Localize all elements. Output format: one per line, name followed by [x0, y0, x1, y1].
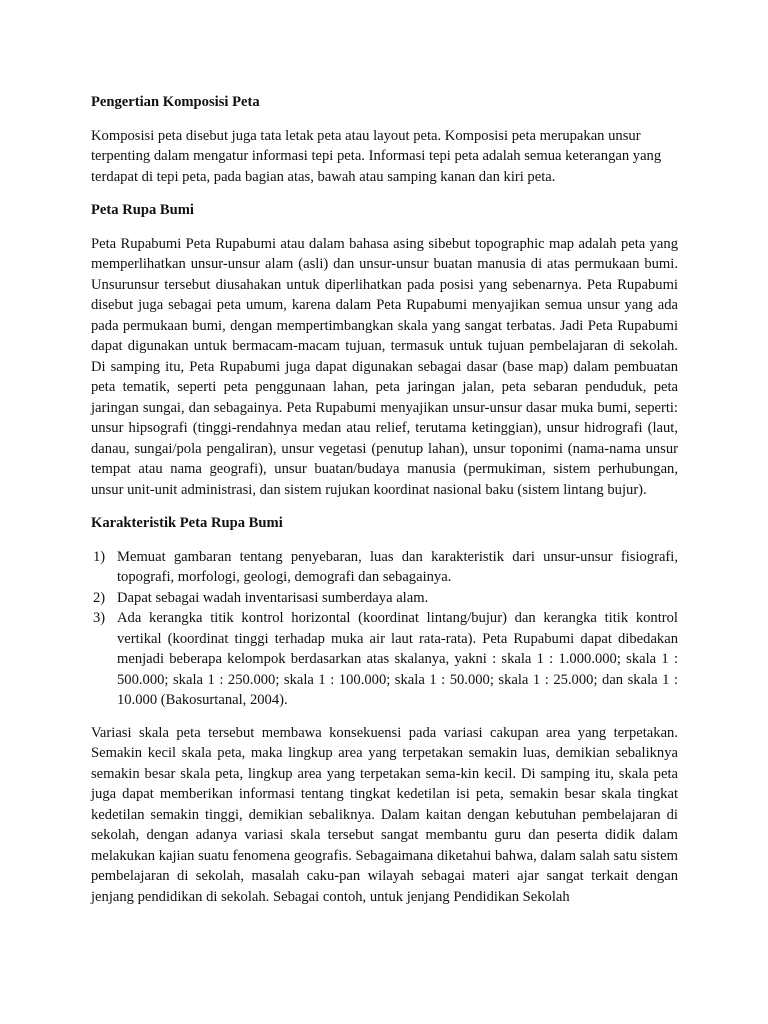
list-item-number: 2) [93, 589, 106, 606]
list-item-number: 3) [93, 610, 106, 626]
list-item-text: Memuat gambaran tentang penyebaran, luas dan karakteristik dari unsur-unsur fisiografi, topografi, morfologi, geologi, demografi dan sebagainya. [117, 548, 678, 585]
section-title-komposisi: Pengertian Komposisi Peta [91, 94, 260, 110]
list-item [91, 588, 678, 609]
list-item-number: 1) [93, 548, 106, 565]
karakteristik-list [91, 547, 678, 711]
section-title-karakteristik: Karakteristik Peta Rupa Bumi [91, 515, 283, 531]
list-item-text: Dapat sebagai wadah inventarisasi sumberdaya alam. [117, 589, 429, 606]
paragraph-komposisi: Komposisi peta disebut juga tata letak peta atau layout peta. Komposisi peta merupakan unsur terpenting dalam mengatur informasi tepi peta. Informasi tepi peta adalah semua keterangan yang terdapat di tepi peta, pada bagian atas, bawah atau samping kanan dan kiri peta. [91, 127, 662, 185]
list-item-text: Ada kerangka titik kontrol horizontal (koordinat lintang/bujur) dan kerangka titik kontrol vertikal (koordinat tinggi terhadap muka air laut rata-rata). Peta Rupabumi dapat dibedakan menjadi beberapa kelompok berdasarkan atas skalanya, yakni : skala 1 : 1.000.000; skala 1 : 500.000; skala 1 : 250.000; skala 1 : 100.000; skala 1 : 50.000; skala 1 : 25.000; dan skala 1 : 10.000 (Bakosurtanal, 2004). [117, 610, 678, 708]
paragraph-peta-rupabumi: Peta Rupabumi Peta Rupabumi atau dalam bahasa asing sibebut topographic map adalah peta yang memperlihatkan unsur-unsur alam (asli) dan unsur-unsur buatan manusia di atas permukaan bumi. Unsurunsur tersebut diusahakan untuk diperlihatkan pada posisi yang sebenarnya. Peta Rupabumi disebut juga sebagai peta umum, karena dalam Peta Rupabumi menyajikan semua unsur yang ada pada permukaan bumi, dengan mempertimbangkan skala yang sangat terbatas. Jadi Peta Rupabumi dapat digunakan untuk bermacam-macam tujuan, termasuk untuk tujuan pembelajaran di sekolah. Di samping itu, Peta Rupabumi juga dapat digunakan sebagai dasar (base map) dalam pembuatan peta tematik, seperti peta penggunaan lahan, peta jaringan jalan, peta sebaran penduduk, peta jaringan sungai, dan sebagainya. Peta Rupabumi menyajikan unsur-unsur dasar muka bumi, seperti: unsur hipsografi (tinggi-rendahnya medan atau relief, terutama ketinggian), unsur hidrografi (laut, danau, sungai/pola pengaliran), unsur vegetasi (penutup lahan), unsur toponimi (nama-nama unsur tempat atau nama geografi), unsur buatan/budaya manusia (permukiman, sistem perhubungan, unsur unit-unit administrasi, dan sistem rujukan koordinat nasional baku (sistem lintang bujur). [91, 235, 678, 498]
list-item [91, 547, 678, 588]
list-item [91, 608, 678, 711]
section-title-peta-rupa-bumi: Peta Rupa Bumi [91, 202, 194, 218]
document-page [91, 92, 678, 920]
paragraph-variasi-skala: Variasi skala peta tersebut membawa konsekuensi pada variasi cakupan area yang terpetakan. Semakin kecil skala peta, maka lingkup area yang terpetakan semakin luas, demikian sebaliknya semakin besar skala peta, lingkup area yang terpetakan sema-kin kecil. Di samping itu, skala peta juga dapat memberikan informasi tentang tingkat kedetilan isi peta, semakin besar skala tingkat kedetilan semakin tinggi, demikian sebaliknya. Dalam kaitan dengan kebutuhan pembelajaran di sekolah, dengan adanya variasi skala tersebut sangat membantu guru dan peserta didik dalam melakukan kajian suatu fenomena geografis. Sebagaimana diketahui bahwa, dalam salah satu sistem pembelajaran di sekolah, masalah caku-pan wilayah sebagai materi ajar sangat terkait dengan jenjang pendidikan di sekolah. Sebagai contoh, untuk jenjang Pendidikan Sekolah [91, 724, 678, 905]
